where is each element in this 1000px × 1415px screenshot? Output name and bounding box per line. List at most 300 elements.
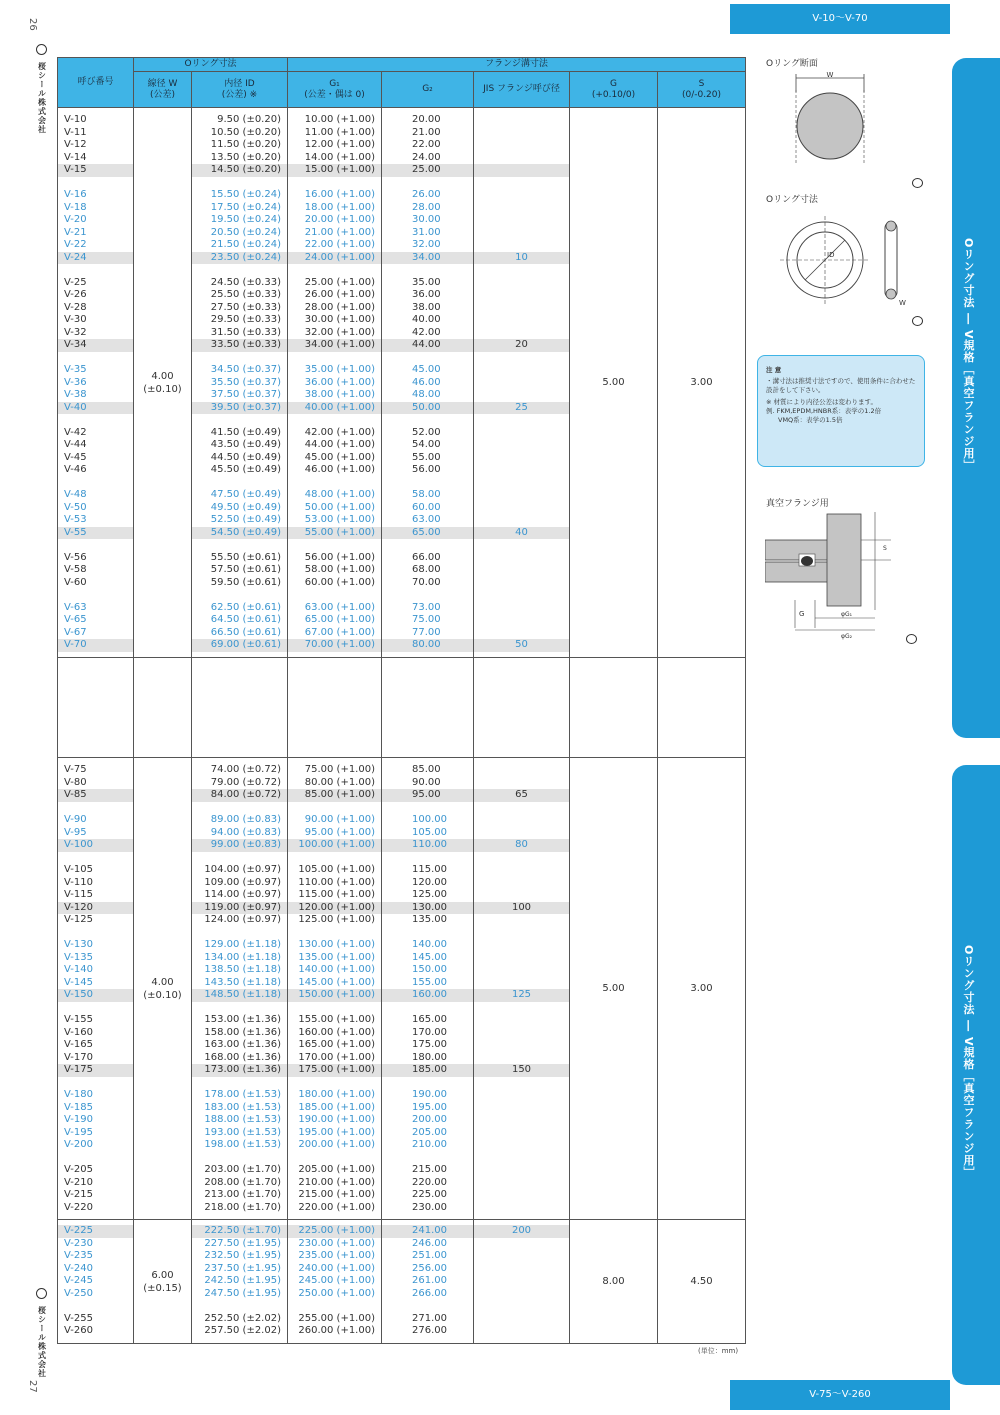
cell-id: 237.50 (±1.95) <box>204 1262 281 1274</box>
cell-id: 24.50 (±0.33) <box>210 276 281 288</box>
cell-code: V-63 <box>64 601 87 613</box>
cell-code: V-18 <box>64 201 87 213</box>
group-spacer <box>192 927 287 940</box>
cross-section-title: Oリング断面 <box>766 59 818 69</box>
code-column <box>58 108 134 658</box>
group-spacer <box>474 477 569 490</box>
cell-code: V-160 <box>64 1026 93 1038</box>
cell-jis <box>474 914 569 927</box>
note-title: 注 意 <box>766 366 782 374</box>
cell-id: 198.00 (±1.53) <box>204 1139 281 1150</box>
cell-code: V-120 <box>58 902 133 915</box>
cell-id: 257.50 (±2.02) <box>204 1325 281 1336</box>
cell-g1: 260.00 (+1.00) <box>298 1325 375 1336</box>
cell-code: V-32 <box>64 326 87 338</box>
cell-g2: 215.00 <box>412 1164 447 1175</box>
cell-g2: 130.00 <box>382 902 473 915</box>
cell-g1: 125.00 (+1.00) <box>298 914 375 925</box>
cell-g2: 115.00 <box>412 864 447 875</box>
cell-jis <box>474 877 569 890</box>
cell-code: V-145 <box>64 976 93 988</box>
cell-id: 69.00 (±0.61) <box>192 639 287 652</box>
cell-g2: 195.00 <box>412 1101 447 1113</box>
cell-g2: 246.00 <box>412 1237 447 1249</box>
group-spacer <box>382 477 473 490</box>
cell-id: 47.50 (±0.49) <box>210 489 281 500</box>
cell-code: V-22 <box>64 239 87 250</box>
cell-id: 44.50 (±0.49) <box>210 451 281 463</box>
cell-g1: 195.00 (+1.00) <box>298 1126 375 1138</box>
group-spacer <box>58 1002 133 1015</box>
cell-code: V-20 <box>64 214 87 225</box>
blank-cell <box>570 658 658 758</box>
g-cell: 5.00 <box>570 758 658 1220</box>
header-jis: JIS フランジ呼び径 <box>474 72 570 108</box>
cell-id: 138.50 (±1.18) <box>204 964 281 975</box>
cell-id: 218.00 (±1.70) <box>204 1201 281 1213</box>
cell-id: 54.50 (±0.49) <box>192 527 287 540</box>
cell-jis <box>474 164 569 177</box>
cell-id: 49.50 (±0.49) <box>210 501 281 513</box>
group-spacer <box>382 1002 473 1015</box>
oring-mark-icon <box>912 178 923 188</box>
group-spacer <box>58 177 133 190</box>
cell-g1: 42.00 (+1.00) <box>304 426 375 438</box>
vacuum-flange-figure <box>765 510 905 640</box>
cell-g2: 58.00 <box>412 489 441 500</box>
g-cell: 5.00 <box>570 108 658 658</box>
w-value: 4.00 <box>151 976 174 988</box>
s-cell: 3.00 <box>658 108 746 658</box>
cell-code: V-58 <box>64 564 87 575</box>
cell-jis <box>474 864 569 877</box>
header-g <box>570 72 658 108</box>
cell-code: V-195 <box>64 1126 93 1138</box>
cell-code: V-24 <box>58 252 133 265</box>
cell-g1: 90.00 (+1.00) <box>304 814 375 825</box>
cell-g2: 95.00 <box>382 789 473 802</box>
cell-id: 124.00 (±0.97) <box>204 914 281 925</box>
group-spacer <box>474 177 569 190</box>
cell-g1: 170.00 (+1.00) <box>298 1051 375 1063</box>
cell-jis <box>474 152 569 165</box>
cell-jis <box>474 1089 569 1102</box>
w-cell <box>134 108 192 658</box>
cell-g1: 135.00 (+1.00) <box>298 951 375 963</box>
group-spacer <box>288 1077 381 1090</box>
group-spacer <box>192 1300 287 1313</box>
cell-code: V-38 <box>64 389 87 400</box>
w-cell <box>134 1220 192 1344</box>
cell-g2: 34.00 <box>382 252 473 265</box>
cell-jis <box>474 964 569 977</box>
cell-code: V-70 <box>58 639 133 652</box>
cell-g1: 210.00 (+1.00) <box>298 1176 375 1188</box>
cell-code: V-220 <box>64 1201 93 1213</box>
cell-g2: 56.00 <box>412 464 441 475</box>
cell-g2: 155.00 <box>412 976 447 988</box>
group-spacer <box>58 539 133 552</box>
cell-code: V-250 <box>64 1287 93 1299</box>
cell-g1: 45.00 (+1.00) <box>304 451 375 463</box>
oring-mark-icon <box>912 316 923 326</box>
spec-table <box>57 57 746 1344</box>
cell-g2: 60.00 <box>412 501 441 513</box>
note-line-2: ※ 材質により内径公差は変わります。 <box>766 398 877 406</box>
cell-g1: 16.00 (+1.00) <box>304 189 375 200</box>
header-id-line1: 内径 ID <box>224 78 255 89</box>
cell-g1: 100.00 (+1.00) <box>288 839 381 852</box>
header-id <box>192 72 288 108</box>
cell-jis <box>474 514 569 527</box>
cell-jis: 125 <box>474 989 569 1002</box>
section-1 <box>58 108 746 658</box>
cell-g2: 210.00 <box>412 1139 447 1150</box>
cell-code: V-35 <box>64 364 87 375</box>
cell-id: 178.00 (±1.53) <box>204 1089 281 1100</box>
w-tolerance: (±0.10) <box>143 383 182 395</box>
cell-g1: 18.00 (+1.00) <box>304 201 375 213</box>
header-g1 <box>288 72 382 108</box>
cell-jis <box>474 1164 569 1177</box>
cell-g2: 80.00 <box>382 639 473 652</box>
note-line-3: 例. FKM,EPDM,HNBR系：表学の1.2倍 <box>766 407 882 415</box>
group-spacer <box>382 852 473 865</box>
cell-jis <box>474 1027 569 1040</box>
cell-g2: 48.00 <box>412 389 441 400</box>
cell-g2: 276.00 <box>412 1325 447 1336</box>
cell-g2: 35.00 <box>412 276 441 288</box>
cell-g2: 271.00 <box>412 1312 447 1324</box>
jis-column <box>474 108 570 658</box>
group-spacer <box>382 589 473 602</box>
cell-code: V-230 <box>64 1237 93 1249</box>
cell-id: 79.00 (±0.72) <box>210 776 281 788</box>
cell-jis <box>474 439 569 452</box>
id-column <box>192 1220 288 1344</box>
group-spacer <box>474 1077 569 1090</box>
blank-cell <box>288 658 382 758</box>
company-name-top: 桜シール株式会社 <box>37 61 47 134</box>
cell-code: V-115 <box>64 889 93 900</box>
cell-jis: 65 <box>474 789 569 802</box>
cell-id: 15.50 (±0.24) <box>210 189 281 200</box>
cell-code: V-210 <box>64 1176 93 1188</box>
cell-g1: 55.00 (+1.00) <box>288 527 381 540</box>
cell-g1: 14.00 (+1.00) <box>304 151 375 163</box>
cell-g2: 241.00 <box>382 1225 473 1238</box>
cell-id: 242.50 (±1.95) <box>204 1275 281 1286</box>
cell-jis <box>474 1114 569 1127</box>
header-w-line2: (公差) <box>149 89 176 100</box>
cell-jis <box>474 889 569 902</box>
cell-jis: 200 <box>474 1225 569 1238</box>
cell-g1: 85.00 (+1.00) <box>288 789 381 802</box>
cell-code: V-100 <box>58 839 133 852</box>
cell-jis <box>474 314 569 327</box>
group-spacer <box>58 352 133 365</box>
cell-g1: 130.00 (+1.00) <box>298 939 375 950</box>
cell-g2: 125.00 <box>412 889 447 900</box>
cell-id: 37.50 (±0.37) <box>210 389 281 400</box>
cell-jis: 25 <box>474 402 569 415</box>
cell-id: 168.00 (±1.36) <box>204 1051 281 1063</box>
cell-g1: 10.00 (+1.00) <box>304 114 375 125</box>
cell-id: 114.00 (±0.97) <box>204 889 281 900</box>
vacuum-g1-label: φG₁ <box>841 611 853 618</box>
cell-g2: 26.00 <box>412 189 441 200</box>
cell-id: 41.50 (±0.49) <box>210 426 281 438</box>
cell-id: 252.50 (±2.02) <box>204 1312 281 1324</box>
cell-code: V-215 <box>64 1189 93 1200</box>
cell-g1: 110.00 (+1.00) <box>298 876 375 888</box>
cell-id: 20.50 (±0.24) <box>210 226 281 238</box>
cell-jis <box>474 302 569 315</box>
cell-g2: 100.00 <box>412 814 447 825</box>
blank-row <box>58 658 746 758</box>
cell-g1: 28.00 (+1.00) <box>304 301 375 313</box>
cell-code: V-50 <box>64 501 87 513</box>
cell-jis <box>474 1039 569 1052</box>
cell-id: 163.00 (±1.36) <box>204 1039 281 1050</box>
cell-g1: 15.00 (+1.00) <box>288 164 381 177</box>
side-tab-bottom <box>952 765 1000 1385</box>
group-spacer <box>288 802 381 815</box>
cell-id: 247.50 (±1.95) <box>204 1287 281 1299</box>
blank-cell <box>474 658 570 758</box>
header-g-line2: (+0.10/0) <box>591 89 636 100</box>
cell-id: 35.50 (±0.37) <box>210 376 281 388</box>
cell-g2: 20.00 <box>412 114 441 125</box>
cell-g2: 21.00 <box>412 126 441 138</box>
group-spacer <box>474 1002 569 1015</box>
cell-id: 31.50 (±0.33) <box>210 326 281 338</box>
cell-code: V-48 <box>64 489 87 500</box>
note-line-1: ・溝寸法は推奨寸法ですので、使用条件に合わせた設計をして下さい。 <box>766 377 916 394</box>
s-cell: 4.50 <box>658 1220 746 1344</box>
cell-code: V-25 <box>64 276 87 288</box>
group-spacer <box>192 852 287 865</box>
cell-jis <box>474 1250 569 1263</box>
note-box <box>757 355 925 467</box>
cell-g2: 180.00 <box>412 1051 447 1063</box>
cross-section-figure <box>790 70 870 190</box>
cell-g1: 30.00 (+1.00) <box>304 314 375 325</box>
cell-g1: 26.00 (+1.00) <box>304 289 375 300</box>
cell-jis <box>474 1052 569 1065</box>
g2-column <box>382 1220 474 1344</box>
cell-g1: 155.00 (+1.00) <box>298 1014 375 1025</box>
cell-id: 66.50 (±0.61) <box>210 626 281 638</box>
cell-g1: 60.00 (+1.00) <box>304 576 375 588</box>
cell-id: 222.50 (±1.70) <box>192 1225 287 1238</box>
cell-g2: 55.00 <box>412 451 441 463</box>
cell-g2: 105.00 <box>412 826 447 838</box>
cell-g1: 180.00 (+1.00) <box>298 1089 375 1100</box>
cell-g2: 205.00 <box>412 1126 447 1138</box>
cell-id: 29.50 (±0.33) <box>210 314 281 325</box>
cell-id: 25.50 (±0.33) <box>210 289 281 300</box>
group-spacer <box>58 1300 133 1313</box>
cell-id: 9.50 (±0.20) <box>217 114 281 125</box>
cell-id: 208.00 (±1.70) <box>204 1176 281 1188</box>
cell-jis <box>474 239 569 252</box>
cell-g1: 240.00 (+1.00) <box>298 1262 375 1274</box>
cell-id: 104.00 (±0.97) <box>204 864 281 875</box>
cell-id: 213.00 (±1.70) <box>204 1189 281 1200</box>
cell-code: V-165 <box>64 1039 93 1050</box>
cell-code: V-110 <box>64 876 93 888</box>
cell-g2: 77.00 <box>412 626 441 638</box>
company-logo-bottom <box>36 1288 48 1378</box>
cell-jis <box>474 1263 569 1276</box>
group-spacer <box>474 927 569 940</box>
cell-code: V-28 <box>64 301 87 313</box>
cell-g1: 65.00 (+1.00) <box>304 614 375 625</box>
cell-jis: 50 <box>474 639 569 652</box>
s-cell: 3.00 <box>658 758 746 1220</box>
cell-id: 33.50 (±0.33) <box>192 339 287 352</box>
cell-g1: 12.00 (+1.00) <box>304 139 375 150</box>
group-spacer <box>58 589 133 602</box>
company-name-bottom: 桜シール株式会社 <box>37 1305 47 1378</box>
id-column <box>192 758 288 1220</box>
logo-mark-icon <box>36 1288 47 1299</box>
cell-code: V-56 <box>64 551 87 563</box>
cell-g2: 65.00 <box>382 527 473 540</box>
cell-g1: 22.00 (+1.00) <box>304 239 375 250</box>
group-spacer <box>288 539 381 552</box>
cell-jis: 40 <box>474 527 569 540</box>
cell-g1: 36.00 (+1.00) <box>304 376 375 388</box>
cell-id: 34.50 (±0.37) <box>210 364 281 375</box>
group-spacer <box>192 802 287 815</box>
group-spacer <box>382 1077 473 1090</box>
group-spacer <box>58 802 133 815</box>
cell-jis <box>474 327 569 340</box>
cell-g2: 24.00 <box>412 151 441 163</box>
cell-g2: 75.00 <box>412 614 441 625</box>
group-spacer <box>288 177 381 190</box>
cell-jis <box>474 427 569 440</box>
w-value: 6.00 <box>151 1269 174 1281</box>
cell-g2: 25.00 <box>382 164 473 177</box>
cell-id: 62.50 (±0.61) <box>210 601 281 613</box>
group-spacer <box>474 539 569 552</box>
cell-g1: 25.00 (+1.00) <box>304 276 375 288</box>
cell-g2: 40.00 <box>412 314 441 325</box>
cell-id: 17.50 (±0.24) <box>210 201 281 213</box>
cell-g2: 170.00 <box>412 1026 447 1038</box>
cell-code: V-80 <box>64 776 87 788</box>
w-value: 4.00 <box>151 370 174 382</box>
cell-id: 23.50 (±0.24) <box>192 252 287 265</box>
g1-column <box>288 1220 382 1344</box>
group-spacer <box>192 477 287 490</box>
cross-section-w-label: W <box>826 71 834 79</box>
cell-g1: 20.00 (+1.00) <box>304 214 375 225</box>
range-tab-bottom: V-75～V-260 <box>730 1380 950 1410</box>
cell-g2: 261.00 <box>412 1275 447 1286</box>
header-s <box>658 72 746 108</box>
cell-jis <box>474 289 569 302</box>
cell-g1: 44.00 (+1.00) <box>304 439 375 450</box>
cell-id: 52.50 (±0.49) <box>210 514 281 525</box>
cell-id: 129.00 (±1.18) <box>204 939 281 950</box>
group-spacer <box>288 414 381 427</box>
blank-cell <box>382 658 474 758</box>
group-spacer <box>58 1077 133 1090</box>
cell-id: 183.00 (±1.53) <box>204 1101 281 1113</box>
group-spacer <box>58 852 133 865</box>
group-spacer <box>382 177 473 190</box>
g2-column <box>382 108 474 658</box>
cell-g2: 73.00 <box>412 601 441 613</box>
vacuum-g-label: G <box>799 610 805 618</box>
cell-jis <box>474 827 569 840</box>
group-spacer <box>474 802 569 815</box>
cell-g1: 56.00 (+1.00) <box>304 551 375 563</box>
cell-g1: 40.00 (+1.00) <box>288 402 381 415</box>
cell-id: 10.50 (±0.20) <box>210 126 281 138</box>
cell-g2: 225.00 <box>412 1189 447 1200</box>
cell-id: 45.50 (±0.49) <box>210 464 281 475</box>
company-logo-top <box>36 44 48 134</box>
group-spacer <box>192 264 287 277</box>
cell-g1: 215.00 (+1.00) <box>298 1189 375 1200</box>
cell-jis <box>474 977 569 990</box>
cell-code: V-53 <box>64 514 87 525</box>
cell-id: 11.50 (±0.20) <box>210 139 281 150</box>
group-spacer <box>382 1152 473 1165</box>
cell-jis: 10 <box>474 252 569 265</box>
cell-jis <box>474 777 569 790</box>
cell-jis <box>474 1189 569 1202</box>
cell-g2: 42.00 <box>412 326 441 338</box>
cell-jis <box>474 1102 569 1115</box>
cell-jis: 80 <box>474 839 569 852</box>
g1-column <box>288 108 382 658</box>
cell-code: V-10 <box>64 114 87 125</box>
g-cell: 8.00 <box>570 1220 658 1344</box>
vacuum-s-label: S <box>883 545 887 552</box>
header-oring-group: Oリング寸法 <box>134 58 288 72</box>
cell-id: 84.00 (±0.72) <box>192 789 287 802</box>
group-spacer <box>382 414 473 427</box>
cell-g1: 145.00 (+1.00) <box>298 976 375 988</box>
g1-column <box>288 758 382 1220</box>
cell-code: V-260 <box>64 1325 93 1336</box>
cell-code: V-90 <box>64 814 87 825</box>
side-tab-title: Oリング寸法 ― V規格［真空フランジ用］ <box>962 945 975 1179</box>
group-spacer <box>288 589 381 602</box>
cell-id: 227.50 (±1.95) <box>204 1237 281 1249</box>
header-code: 呼び番号 <box>58 58 134 108</box>
group-spacer <box>192 177 287 190</box>
cell-g2: 38.00 <box>412 301 441 313</box>
cell-g1: 24.00 (+1.00) <box>288 252 381 265</box>
cell-g2: 220.00 <box>412 1176 447 1188</box>
cell-jis <box>474 552 569 565</box>
cell-g1: 46.00 (+1.00) <box>304 464 375 475</box>
group-spacer <box>474 414 569 427</box>
cell-id: 27.50 (±0.33) <box>210 301 281 313</box>
cell-jis <box>474 139 569 152</box>
cell-id: 203.00 (±1.70) <box>204 1164 281 1175</box>
cell-g2: 46.00 <box>412 376 441 388</box>
cell-id: 109.00 (±0.97) <box>204 876 281 888</box>
cell-id: 148.50 (±1.18) <box>192 989 287 1002</box>
